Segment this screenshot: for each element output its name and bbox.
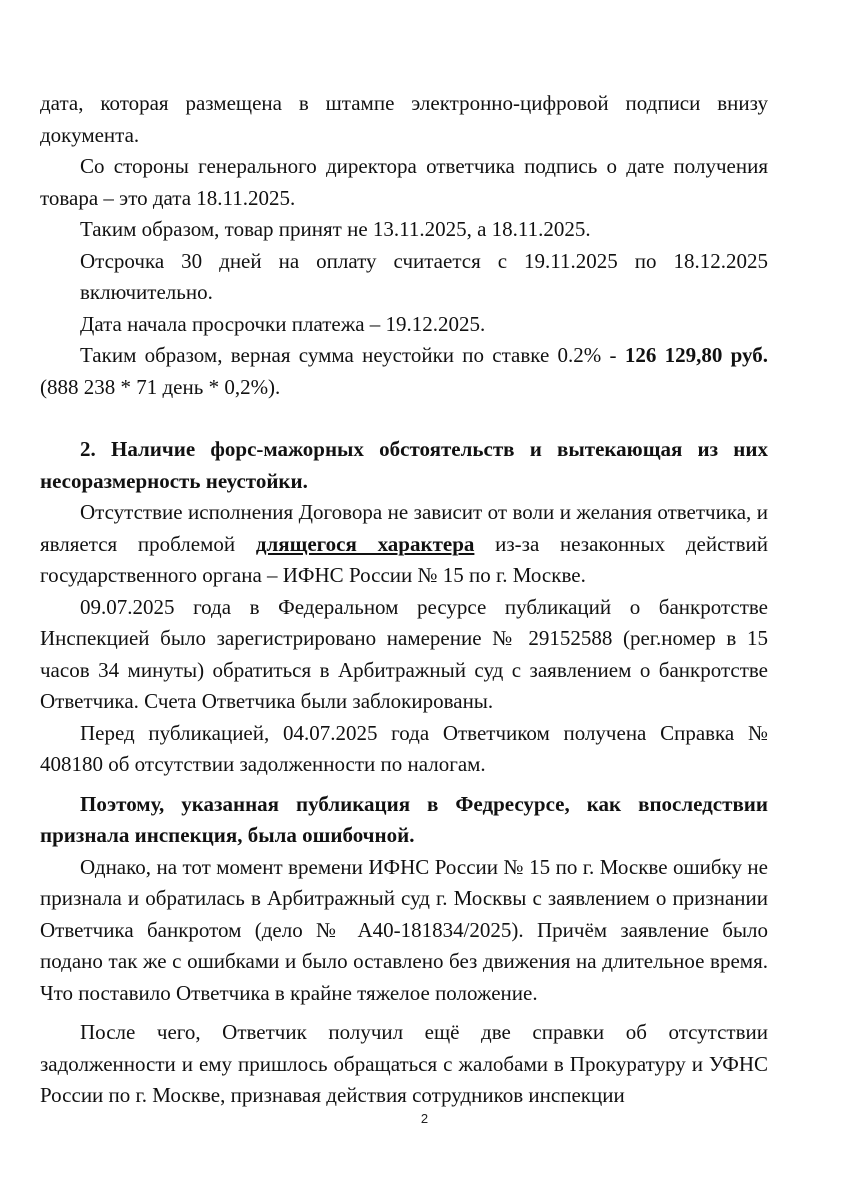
paragraph-delay-start: Дата начала просрочки платежа – 19.12.2025.: [80, 311, 486, 336]
paragraph-force-majeure: [40, 497, 768, 592]
section-heading: [40, 434, 768, 497]
penalty-amount: 126 129,80 руб.: [624, 343, 768, 367]
force-majeure-text-start: Отсутствие исполнения Договора не зависит от воли и желания ответчика, и является проблемой: [40, 500, 768, 556]
penalty-formula: (888 238 * 71 день * 0,2%).: [40, 374, 281, 399]
paragraph-complaints: После чего, Ответчик получил ещё две справки об отсутствии задолженности и ему пришлось обращаться с жалобами в Прокуратуру и УФНС России по г. Москве, признавая действия сотрудников инспекции: [40, 1020, 768, 1107]
lasting-nature-emphasis: длящегося характера: [255, 531, 475, 556]
penalty-text-start: Таким образом, верная сумма неустойки по ставке 0.2% -: [80, 343, 625, 367]
document-body: [40, 88, 768, 1112]
section-number: 2.: [80, 437, 96, 461]
paragraph-payment-deferral: Отсрочка 30 дней на оплату считается с 19.11.2025 по 18.12.2025 включительно.: [80, 248, 768, 304]
paragraph-publication-error: Поэтому, указанная публикация в Федресурсе, как впоследствии признала инспекция, была ошибочной.: [40, 791, 768, 847]
paragraph-court-filing: Однако, на тот момент времени ИФНС России № 15 по г. Москве ошибку не признала и обратилась в Арбитражный суд г. Москвы с заявлением о признании Ответчика банкротом (дело № А40-181834/2025). Причём заявление было подано так же с ошибками и было оставлено без движения на длительное время. Что поставило Ответчика в крайне тяжелое положение.: [40, 854, 768, 1005]
paragraph-goods-accepted: Таким образом, товар принят не 13.11.2025, а 18.11.2025.: [80, 217, 591, 241]
paragraph-tax-certificate: Перед публикацией, 04.07.2025 года Ответчиком получена Справка № 408180 об отсутствии задолженности по налогам.: [40, 720, 768, 776]
paragraph-signature-date: Со стороны генерального директора ответчика подпись о дате получения товара – это дата 18.11.2025.: [40, 154, 768, 210]
paragraph-continuation: дата, которая размещена в штампе электронно-цифровой подписи внизу документа.: [40, 91, 768, 147]
page-number: 2: [420, 1111, 429, 1126]
force-majeure-text-end: из-за незаконных действий государственного органа – ИФНС России № 15 по г. Москве.: [40, 531, 768, 587]
paragraph-penalty-sum: [40, 340, 768, 403]
section-title: Наличие форс-мажорных обстоятельств и вытекающая из них несоразмерность неустойки.: [40, 437, 769, 493]
paragraph-bankruptcy-notice: 09.07.2025 года в Федеральном ресурсе публикаций о банкротстве Инспекцией было зарегистрировано намерение № 29152588 (рег.номер в 15 часов 34 минуты) обратиться в Арбитражный суд с заявлением о банкротстве Ответчика. Счета Ответчика были заблокированы.: [40, 594, 768, 713]
